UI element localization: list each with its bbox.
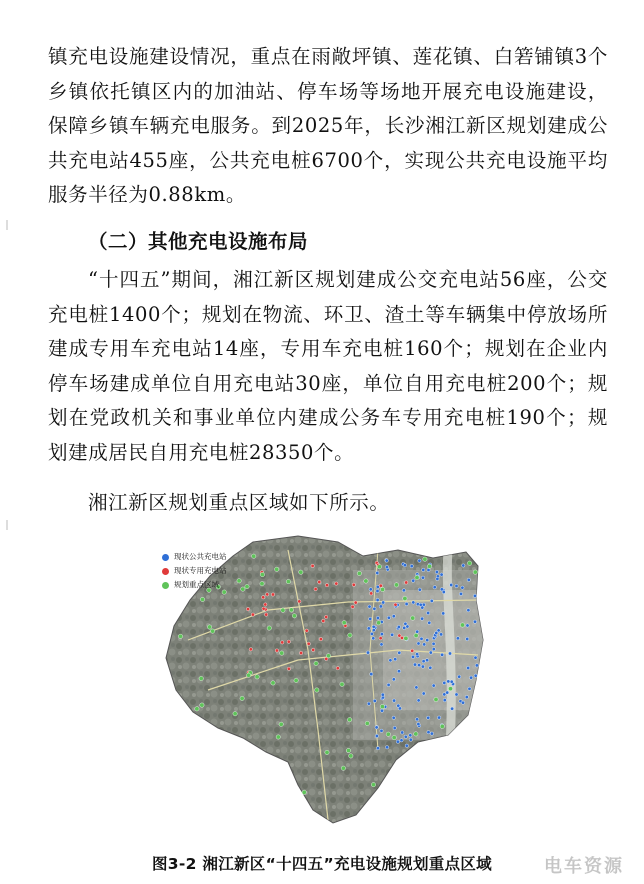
public-station-marker xyxy=(389,659,392,662)
public-station-marker xyxy=(440,573,443,576)
key-area-marker xyxy=(299,570,303,574)
public-station-marker xyxy=(429,666,432,669)
public-station-marker xyxy=(428,621,431,624)
dedicated-station-marker xyxy=(305,629,308,632)
key-area-marker xyxy=(237,579,241,583)
key-area-marker xyxy=(281,608,285,612)
public-station-marker xyxy=(417,642,420,645)
public-station-marker xyxy=(410,564,413,567)
key-area-marker xyxy=(346,748,350,752)
section-heading-other-facilities: （二）其他充电设施布局 xyxy=(88,230,309,253)
dedicated-station-marker xyxy=(281,641,284,644)
key-area-marker xyxy=(349,754,353,758)
key-area-marker xyxy=(342,621,346,625)
red-dot-icon xyxy=(162,568,169,575)
public-station-marker xyxy=(443,681,446,684)
paragraph-other-facilities: “十四五”期间，湘江新区规划建成公交充电站56座，公交充电桩1400个；规划在物流、环卫、渣土等车辆集中停放场所建成专用车充电站14座，专用车充电桩160个；规划在企业内停车场建成单位自用充电站30座，单位自用充电桩200个；规划在党政机关和事业单位内建成公务车专用充电桩190个；规划建成居民自用充电桩28350个。 xyxy=(48,268,608,464)
public-station-marker xyxy=(442,612,445,615)
key-area-marker xyxy=(314,661,318,665)
public-station-marker xyxy=(400,739,403,742)
dedicated-station-marker xyxy=(351,605,354,608)
key-area-marker xyxy=(380,704,384,708)
public-station-marker xyxy=(432,647,435,650)
dedicated-station-marker xyxy=(370,592,373,595)
public-station-marker xyxy=(368,605,371,608)
public-station-marker xyxy=(376,571,379,574)
key-area-marker xyxy=(255,675,259,679)
public-station-marker xyxy=(397,704,400,707)
public-station-marker xyxy=(468,687,471,690)
public-station-marker xyxy=(439,633,442,636)
key-area-marker xyxy=(392,735,396,739)
public-station-marker xyxy=(422,692,425,695)
public-station-marker xyxy=(376,598,379,601)
key-area-marker xyxy=(271,681,275,685)
dedicated-station-marker xyxy=(411,649,414,652)
key-area-marker xyxy=(411,616,415,620)
dedicated-station-marker xyxy=(271,593,274,596)
public-station-marker xyxy=(403,564,406,567)
public-station-marker xyxy=(390,633,393,636)
key-area-marker xyxy=(267,626,271,630)
public-station-marker xyxy=(466,666,469,669)
dedicated-station-marker xyxy=(312,648,315,651)
public-station-marker xyxy=(411,655,414,658)
public-station-marker xyxy=(367,702,370,705)
public-station-marker xyxy=(409,734,412,737)
public-station-marker xyxy=(382,601,385,604)
public-station-marker xyxy=(459,592,462,595)
public-station-marker xyxy=(421,665,424,668)
dedicated-station-marker xyxy=(319,637,322,640)
public-station-marker xyxy=(443,693,446,696)
public-station-marker xyxy=(455,693,458,696)
key-area-marker xyxy=(245,584,249,588)
public-station-marker xyxy=(372,628,375,631)
key-area-marker xyxy=(473,570,477,574)
public-station-marker xyxy=(442,590,445,593)
public-station-marker xyxy=(385,559,388,562)
dedicated-station-marker xyxy=(266,593,269,596)
key-area-marker xyxy=(376,621,380,625)
dedicated-station-marker xyxy=(264,603,267,606)
public-station-marker xyxy=(366,651,369,654)
public-station-marker xyxy=(475,664,478,667)
public-station-marker xyxy=(467,609,470,612)
public-station-marker xyxy=(375,734,378,737)
public-station-marker xyxy=(409,738,412,741)
public-station-marker xyxy=(458,675,461,678)
legend-item-key-area xyxy=(162,578,227,592)
public-station-marker xyxy=(426,611,429,614)
public-station-marker xyxy=(426,638,429,641)
dedicated-station-marker xyxy=(354,601,357,604)
key-area-marker xyxy=(326,654,330,658)
key-area-marker xyxy=(260,582,264,586)
key-area-marker xyxy=(286,579,290,583)
public-station-marker xyxy=(422,568,425,571)
public-station-marker xyxy=(455,584,458,587)
key-area-marker xyxy=(279,722,283,726)
public-station-marker xyxy=(373,607,376,610)
public-station-marker xyxy=(385,746,388,749)
key-area-marker xyxy=(233,712,237,716)
legend-label: 现状专用充电站 xyxy=(174,566,227,575)
public-station-marker xyxy=(392,615,395,618)
public-station-marker xyxy=(417,722,420,725)
public-station-marker xyxy=(402,589,405,592)
public-station-marker xyxy=(422,660,425,663)
dedicated-station-marker xyxy=(265,613,268,616)
key-area-marker xyxy=(414,633,418,637)
dedicated-station-marker xyxy=(394,603,397,606)
public-station-marker xyxy=(474,674,477,677)
legend-label: 现状公共充电站 xyxy=(174,552,227,561)
public-station-marker xyxy=(398,651,401,654)
key-area-marker xyxy=(178,634,182,638)
key-area-marker xyxy=(340,682,344,686)
public-station-marker xyxy=(392,716,395,719)
public-station-marker xyxy=(372,637,375,640)
key-area-marker xyxy=(289,608,293,612)
figure-caption: 图3-2 湘江新区“十四五”充电设施规划重点区域 xyxy=(152,855,492,873)
legend-item-dedicated-station xyxy=(162,564,227,578)
dedicated-station-marker xyxy=(405,581,408,584)
public-station-marker xyxy=(380,643,383,646)
public-station-marker xyxy=(450,707,453,710)
public-station-marker xyxy=(423,643,426,646)
dedicated-station-marker xyxy=(325,615,328,618)
public-station-marker xyxy=(380,709,383,712)
public-station-marker xyxy=(416,630,419,633)
public-station-marker xyxy=(387,616,390,619)
dedicated-station-marker xyxy=(379,637,382,640)
public-station-marker xyxy=(432,684,435,687)
public-station-marker xyxy=(427,731,430,734)
public-station-marker xyxy=(417,699,420,702)
key-area-marker xyxy=(415,575,419,579)
paragraph-public-charging: 镇充电设施建设情况，重点在雨敞坪镇、莲花镇、白箬铺镇3个乡镇依托镇区内的加油站、停车场等场地开展充电设施建设，保障乡镇车辆充电服务。到2025年，长沙湘江新区规划建成公共充电站455座，公共充电桩6700个，实现公共充电设施平均服务半径为0.88km。 xyxy=(48,45,608,206)
dedicated-station-marker xyxy=(287,640,290,643)
key-area-marker xyxy=(448,687,452,691)
public-station-marker xyxy=(397,625,400,628)
public-station-marker xyxy=(425,659,428,662)
dedicated-station-marker xyxy=(318,580,321,583)
public-station-marker xyxy=(415,686,418,689)
planning-map-figure xyxy=(148,530,493,830)
public-station-marker xyxy=(462,564,465,567)
dedicated-station-marker xyxy=(311,564,314,567)
public-station-marker xyxy=(415,653,418,656)
public-station-marker xyxy=(403,626,406,629)
public-station-marker xyxy=(450,583,453,586)
dedicated-station-marker xyxy=(379,584,382,587)
dedicated-station-marker xyxy=(307,642,310,645)
map-legend xyxy=(162,550,227,592)
key-area-marker xyxy=(427,564,431,568)
dedicated-station-marker xyxy=(352,583,355,586)
key-area-marker xyxy=(357,571,361,575)
public-station-marker xyxy=(415,718,418,721)
public-station-marker xyxy=(380,632,383,635)
public-station-marker xyxy=(376,589,379,592)
public-station-marker xyxy=(473,620,476,623)
key-area-marker xyxy=(315,688,319,692)
public-station-marker xyxy=(412,579,415,582)
dedicated-station-marker xyxy=(335,582,338,585)
public-station-marker xyxy=(380,729,383,732)
key-area-marker xyxy=(241,587,245,591)
key-area-marker xyxy=(200,597,204,601)
public-station-marker xyxy=(413,663,416,666)
public-station-marker xyxy=(417,663,420,666)
dedicated-station-marker xyxy=(298,600,301,603)
public-station-marker xyxy=(437,629,440,632)
dedicated-station-marker xyxy=(299,651,302,654)
public-station-marker xyxy=(401,731,404,734)
dedicated-station-marker xyxy=(262,596,265,599)
public-station-marker xyxy=(405,602,408,605)
public-station-marker xyxy=(474,656,477,659)
public-station-marker xyxy=(467,578,470,581)
public-station-marker xyxy=(405,744,408,747)
key-area-marker xyxy=(380,587,384,591)
key-area-marker xyxy=(386,732,390,736)
key-area-marker xyxy=(294,678,298,682)
legend-item-public-station xyxy=(162,550,227,564)
public-station-marker xyxy=(379,605,382,608)
key-area-marker xyxy=(240,696,244,700)
public-station-marker xyxy=(381,693,384,696)
key-area-marker xyxy=(371,783,375,787)
public-station-marker xyxy=(397,670,400,673)
public-station-marker xyxy=(387,683,390,686)
public-station-marker xyxy=(394,658,397,661)
key-area-marker xyxy=(414,732,418,736)
key-area-marker xyxy=(280,651,284,655)
public-station-marker xyxy=(466,624,469,627)
key-area-marker xyxy=(434,697,438,701)
dedicated-station-marker xyxy=(246,607,249,610)
dedicated-station-marker xyxy=(287,667,290,670)
dedicated-station-marker xyxy=(262,607,265,610)
public-station-marker xyxy=(447,680,450,683)
dedicated-station-marker xyxy=(336,667,339,670)
key-area-marker xyxy=(403,596,407,600)
public-station-marker xyxy=(421,606,424,609)
key-area-marker xyxy=(467,561,471,565)
dedicated-station-marker xyxy=(400,636,403,639)
key-area-marker xyxy=(423,557,427,561)
key-area-marker xyxy=(365,721,369,725)
key-area-marker xyxy=(276,735,280,739)
scan-margin-mark xyxy=(6,220,8,230)
key-area-marker xyxy=(252,554,256,558)
public-station-marker xyxy=(420,637,423,640)
public-station-marker xyxy=(461,701,464,704)
public-station-marker xyxy=(473,594,476,597)
key-area-marker xyxy=(348,633,352,637)
green-dot-icon xyxy=(162,582,169,589)
key-area-marker xyxy=(292,614,296,618)
public-station-marker xyxy=(435,570,438,573)
key-area-marker xyxy=(347,718,351,722)
public-station-marker xyxy=(376,747,379,750)
paragraph-map-intro: 湘江新区规划重点区域如下所示。 xyxy=(88,491,390,514)
public-station-marker xyxy=(465,695,468,698)
legend-label: 规划重点区域 xyxy=(174,580,219,589)
dedicated-station-marker xyxy=(251,613,254,616)
key-area-marker xyxy=(404,636,408,640)
public-station-marker xyxy=(427,568,430,571)
dedicated-station-marker xyxy=(325,584,328,587)
key-area-marker xyxy=(210,629,214,633)
key-area-marker xyxy=(440,724,444,728)
watermark-logo: 电车资源 xyxy=(544,856,624,877)
key-area-marker xyxy=(200,703,204,707)
dedicated-station-marker xyxy=(322,619,325,622)
public-station-marker xyxy=(404,622,407,625)
public-station-marker xyxy=(392,699,395,702)
public-station-marker xyxy=(369,588,372,591)
scan-margin-mark xyxy=(6,520,8,530)
public-station-marker xyxy=(443,698,446,701)
key-area-marker xyxy=(275,567,279,571)
public-station-marker xyxy=(370,672,373,675)
public-station-marker xyxy=(433,586,436,589)
public-station-marker xyxy=(421,576,424,579)
public-station-marker xyxy=(375,726,378,729)
public-station-marker xyxy=(469,676,472,679)
key-area-marker xyxy=(260,572,264,576)
key-area-marker xyxy=(207,625,211,629)
dedicated-station-marker xyxy=(275,649,278,652)
public-station-marker xyxy=(461,586,464,589)
public-station-marker xyxy=(420,617,423,620)
blue-dot-icon xyxy=(162,554,169,561)
public-station-marker xyxy=(412,601,415,604)
public-station-marker xyxy=(392,678,395,681)
key-area-marker xyxy=(325,750,329,754)
key-area-marker xyxy=(195,707,199,711)
public-station-marker xyxy=(436,577,439,580)
public-station-marker xyxy=(372,625,375,628)
public-station-marker xyxy=(466,637,469,640)
public-station-marker xyxy=(456,637,459,640)
public-station-marker xyxy=(429,651,432,654)
key-area-marker xyxy=(199,676,203,680)
public-station-marker xyxy=(404,735,407,738)
public-station-marker xyxy=(418,559,421,562)
key-area-marker xyxy=(394,583,398,587)
dedicated-station-marker xyxy=(314,587,317,590)
key-area-marker xyxy=(364,579,368,583)
public-station-marker xyxy=(432,642,435,645)
public-station-marker xyxy=(427,716,430,719)
public-station-marker xyxy=(440,653,443,656)
public-station-marker xyxy=(450,680,453,683)
key-area-marker xyxy=(302,790,306,794)
public-station-marker xyxy=(370,632,373,635)
public-station-marker xyxy=(369,617,372,620)
public-station-marker xyxy=(437,716,440,719)
key-area-marker xyxy=(460,623,464,627)
public-station-marker xyxy=(367,627,370,630)
key-area-marker xyxy=(246,673,250,677)
key-area-marker xyxy=(377,565,381,569)
dedicated-station-marker xyxy=(249,648,252,651)
public-station-marker xyxy=(376,616,379,619)
key-area-marker xyxy=(341,766,345,770)
public-station-marker xyxy=(373,699,376,702)
public-station-marker xyxy=(385,565,388,568)
public-station-marker xyxy=(393,726,396,729)
public-station-marker xyxy=(430,599,433,602)
public-station-marker xyxy=(448,652,451,655)
public-station-marker xyxy=(418,588,421,591)
public-station-marker xyxy=(430,732,433,735)
public-station-marker xyxy=(396,740,399,743)
